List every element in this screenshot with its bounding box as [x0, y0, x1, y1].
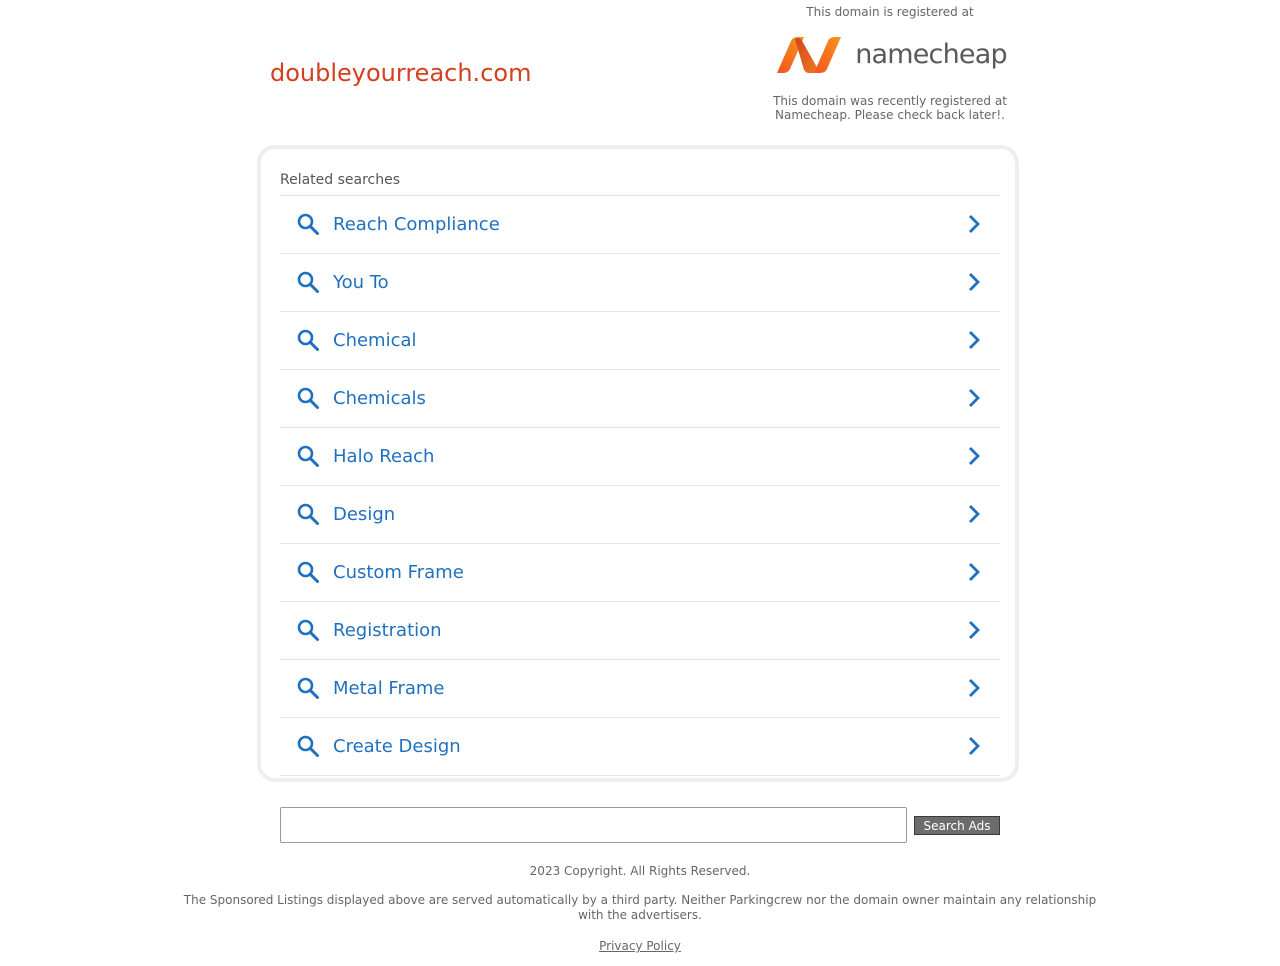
related-search-label: Registration	[333, 620, 442, 641]
related-search-label: Reach Compliance	[333, 214, 500, 235]
related-search-label: Chemical	[333, 330, 417, 351]
related-searches-inner	[280, 167, 1000, 776]
chevron-right-icon	[964, 620, 984, 640]
search-icon	[296, 560, 320, 584]
copyright-text: 2023 Copyright. All Rights Reserved.	[529, 864, 751, 878]
search-icon	[296, 212, 320, 236]
related-searches-heading: Related searches	[280, 167, 1000, 196]
related-search-label: Halo Reach	[333, 446, 435, 467]
registrar-label: This domain is registered at	[806, 5, 974, 19]
related-search-item[interactable]	[280, 718, 1000, 776]
namecheap-logo-icon	[773, 33, 847, 77]
related-search-item[interactable]	[280, 196, 1000, 254]
search-icon	[296, 386, 320, 410]
related-search-item[interactable]	[280, 602, 1000, 660]
chevron-right-icon	[964, 504, 984, 524]
privacy-policy-link[interactable]: Privacy Policy	[599, 939, 681, 953]
related-searches-box	[257, 145, 1019, 782]
related-search-item[interactable]	[280, 660, 1000, 718]
search-icon	[296, 270, 320, 294]
related-search-item[interactable]	[280, 254, 1000, 312]
related-search-label: Metal Frame	[333, 678, 445, 699]
search-icon	[296, 328, 320, 352]
search-icon	[296, 734, 320, 758]
chevron-right-icon	[964, 388, 984, 408]
related-search-item[interactable]	[280, 370, 1000, 428]
search-input[interactable]	[280, 807, 907, 843]
related-search-item[interactable]	[280, 312, 1000, 370]
related-search-label: Design	[333, 504, 396, 525]
search-icon	[296, 502, 320, 526]
search-icon	[296, 444, 320, 468]
privacy-footer	[180, 938, 1100, 954]
namecheap-logo[interactable]	[760, 24, 1020, 86]
related-search-label: You To	[333, 272, 389, 293]
chevron-right-icon	[964, 330, 984, 350]
search-icon	[296, 676, 320, 700]
registrar-panel	[760, 4, 1020, 122]
chevron-right-icon	[964, 678, 984, 698]
related-search-item[interactable]	[280, 428, 1000, 486]
disclaimer-text: The Sponsored Listings displayed above are served automatically by a third party. Neither Parkingcrew nor the domain owner maintain any relationship with the advertisers.	[183, 893, 1097, 922]
chevron-right-icon	[964, 736, 984, 756]
related-search-label: Chemicals	[333, 388, 426, 409]
registrar-note: This domain was recently registered at Namecheap. Please check back later!.	[773, 94, 1007, 122]
search-icon	[296, 618, 320, 642]
namecheap-wordmark: namecheap	[855, 39, 1007, 70]
chevron-right-icon	[964, 272, 984, 292]
related-search-label: Create Design	[333, 736, 461, 757]
search-ads-button[interactable]: Search Ads	[914, 816, 1000, 835]
related-searches-list	[280, 196, 1000, 776]
related-search-item[interactable]	[280, 544, 1000, 602]
domain-title: doubleyourreach.com	[270, 59, 532, 87]
related-search-label: Custom Frame	[333, 562, 464, 583]
related-search-item[interactable]	[280, 486, 1000, 544]
chevron-right-icon	[964, 446, 984, 466]
chevron-right-icon	[964, 562, 984, 582]
chevron-right-icon	[964, 214, 984, 234]
